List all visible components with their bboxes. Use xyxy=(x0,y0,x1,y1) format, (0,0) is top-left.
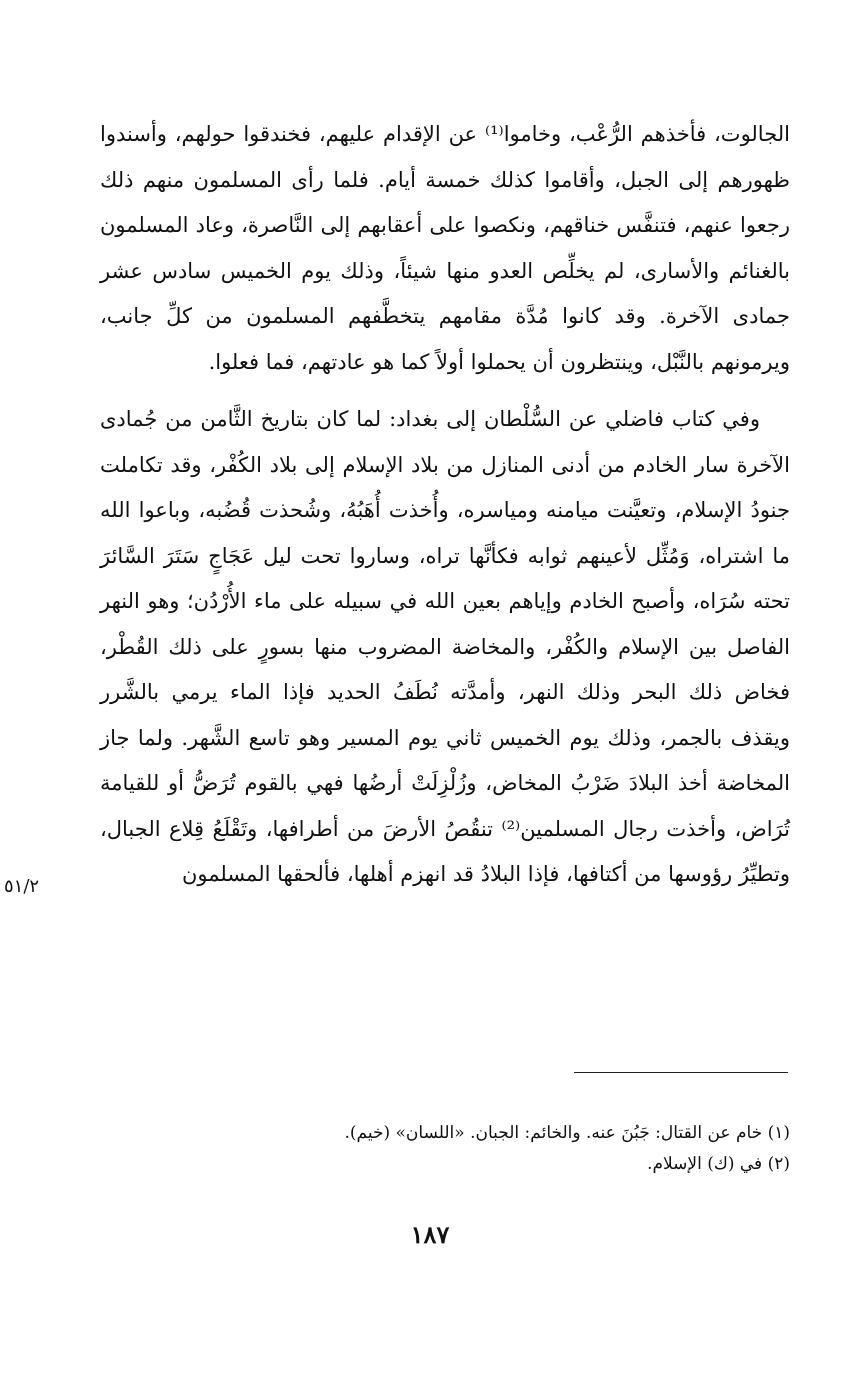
footnote-separator xyxy=(574,1072,788,1073)
paragraph-2: وفي كتاب فاضلي عن السُّلْطان إلى بغداد: لما كان بتاريخ الثَّامن من جُمادى الآخرة سار الخادم من أدنى المنازل من بلاد الإسلام إلى بلاد الكُفْر، وقد تكاملت جنودُ الإسلام، وتعيَّنت ميامنه ومياسره، وأُخذت أُهَبُهُ، وشُحذت قُضُبه، وباعوا الله ما اشتراه، وَمُثِّل لأعينهم ثوابه فكأنَّها تراه، وساروا تحت ليل عَجَاجٍ سَتَرَ السَّائرَ تحته سُرَاه، وأصبح الخادم وإياهم بعين الله في سبيله على ماء الأُرْدُن؛ وهو النهر الفاصل بين الإسلام والكُفْر، والمخاضة المضروب منها بسورٍ على ذلك القُطْر، فخاض ذلك البحر وذلك النهر، وأمدَّته نُطَفُ الحديد فإذا الماء يرمي بالشَّرر ويقذف بالجمر، وذلك يوم الخميس ثاني يوم المسير وهو تاسع الشَّهر. ولما جاز المخاضة أخذ البلادَ ضَرْبُ المخاض، وزُلْزِلَتْ أرضُها فهي بالقوم تُرَضُّ أو للقيامة تُرَاض، وأخذت رجال المسلمين⁽²⁾ تنقُصُ الأرضَ من أطرافها، وتَقْلَعُ قِلاع الجبال، وتطيِّرُ رؤوسها من أكتافها، فإذا البلادُ قد انهزم أهلها، فألحقها المسلمون xyxy=(100,407,790,886)
main-text xyxy=(100,112,790,898)
footnotes xyxy=(180,1118,790,1180)
footnote-1: (١) خام عن القتال: جَبُنَ عنه. والخائم: الجبان. «اللسان» (خيم). xyxy=(344,1123,790,1143)
page-number: ١٨٧ xyxy=(410,1220,450,1249)
footnote-2: (٢) في (ك) الإسلام. xyxy=(647,1154,790,1174)
paragraph-1: الجالوت، فأخذهم الرُّعْب، وخاموا⁽¹⁾ عن الإقدام عليهم، فخندقوا حولهم، وأسندوا ظهورهم إلى الجبل، وأقاموا كذلك خمسة أيام. فلما رأى المسلمون منهم ذلك رجعوا عنهم، فتنفَّس خناقهم، ونكصوا على أعقابهم إلى النَّاصرة، وعاد المسلمون بالغنائم والأسارى، لم يخلِّص العدو منها شيئاً، وذلك يوم الخميس سادس عشر جمادى الآخرة. وقد كانوا مُدَّة مقامهم يتخطَّفهم المسلمون من كلِّ جانب، ويرمونهم بالنَّبْل، وينتظرون أن يحملوا أولاً كما هو عادتهم، فما فعلوا. xyxy=(100,122,790,374)
margin-reference: ٥١/٢ xyxy=(4,876,40,897)
